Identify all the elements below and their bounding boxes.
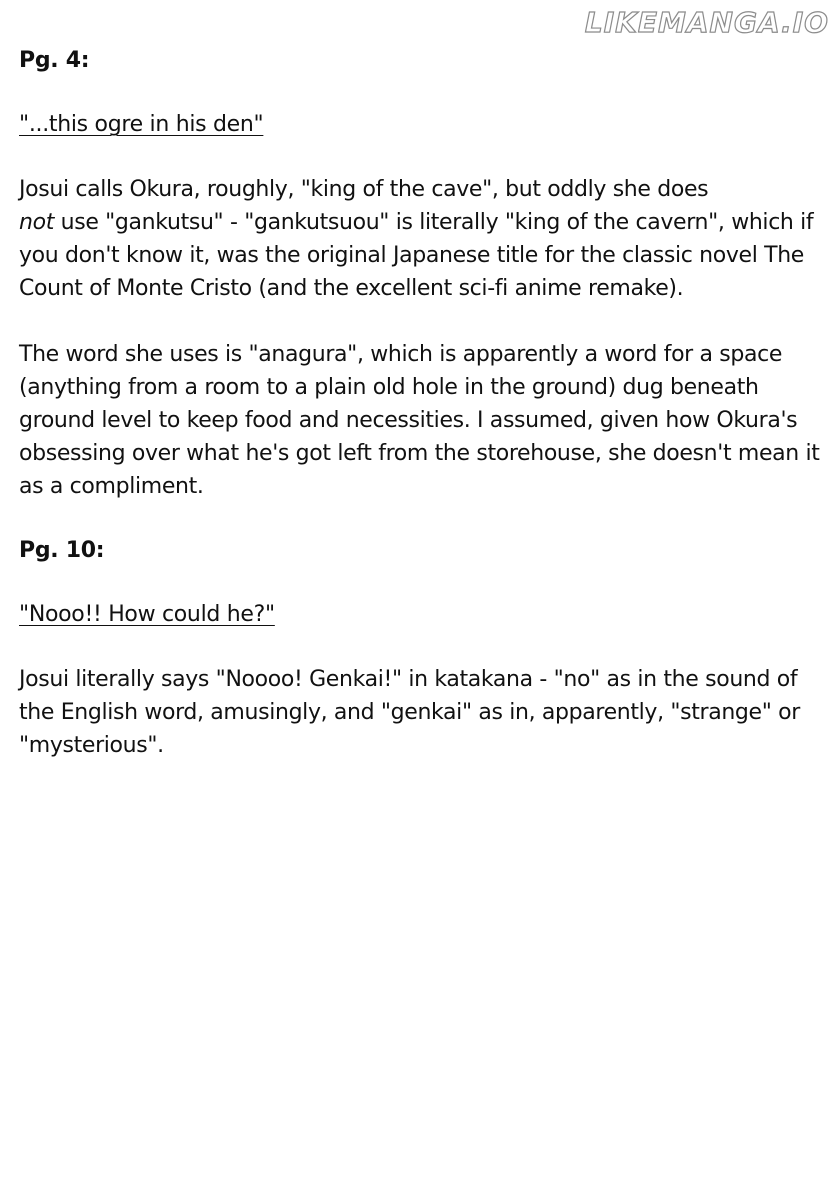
paragraph-lead-text: Josui calls Okura, roughly, "king of the cave", but oddly she does: [19, 177, 709, 202]
note-paragraph: The word she uses is "anagura", which is apparently a word for a space (anything from a room to a plain old hole in the ground) dug beneath ground level to keep food and necessities. I assumed, given how Okura's obsessing over what he's got left from the storehouse, she doesn't mean it as a compliment.: [19, 342, 820, 499]
quoted-line: "Nooo!! How could he?": [19, 602, 275, 627]
quote-wrap: [19, 110, 824, 141]
paragraph-rest-text: use "gankutsu" - "gankutsuou" is literally "king of the cavern", which if you don't know it, was the original Japanese title for the classic novel The Count of Monte Cristo (and the excellent sci-fi anime remake).: [19, 210, 814, 301]
note-paragraph: [19, 173, 824, 305]
page-heading: Pg. 10:: [19, 538, 105, 563]
translation-notes: [19, 46, 824, 795]
note-paragraph: Josui literally says "Noooo! Genkai!" in katakana - "no" as in the sound of the English word, amusingly, and "genkai" as in, apparently, "strange" or "mysterious".: [19, 667, 800, 758]
emphasis-text: not: [19, 210, 54, 235]
watermark-logo: LIKEMANGA.IO: [584, 6, 829, 39]
quoted-line: "...this ogre in his den": [19, 112, 264, 137]
note-section-pg10: [19, 536, 824, 762]
note-section-pg4: [19, 46, 824, 503]
page-heading: Pg. 4:: [19, 48, 90, 73]
quote-wrap: [19, 600, 824, 631]
